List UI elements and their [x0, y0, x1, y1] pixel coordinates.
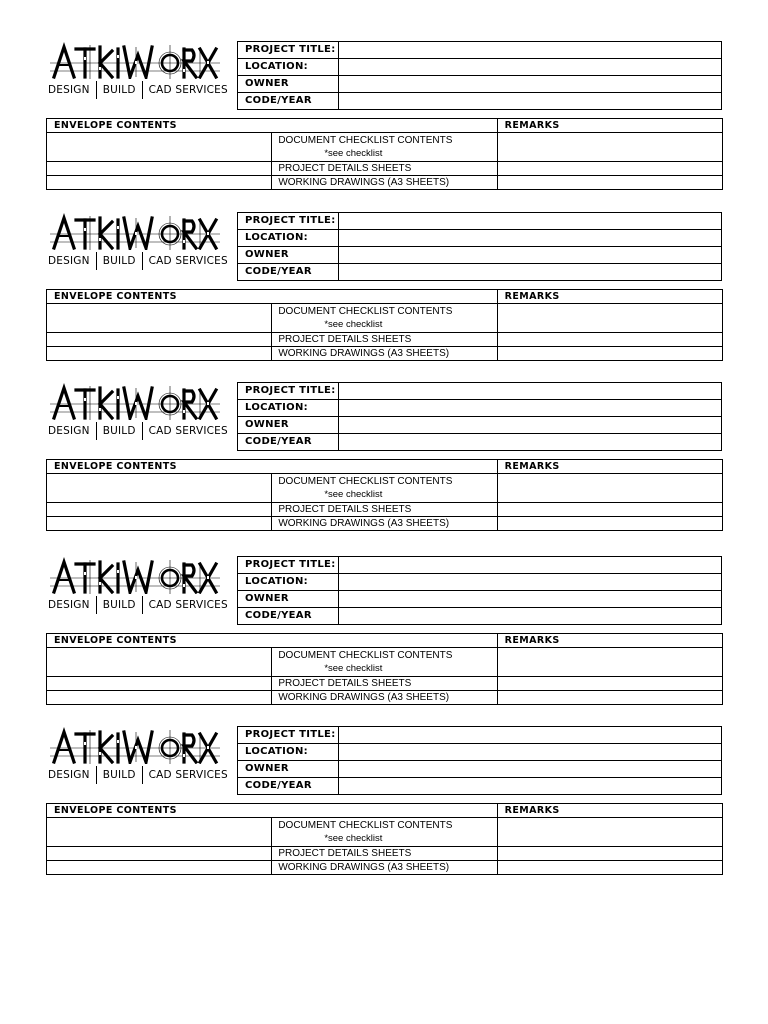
tagline-divider	[96, 766, 97, 784]
atkiworx-logo-icon	[50, 726, 220, 764]
remarks-field[interactable]	[497, 861, 722, 875]
project-title-row	[238, 557, 722, 574]
envelope-header-row	[47, 460, 723, 474]
item-label: DOCUMENT CHECKLIST CONTENTS	[278, 476, 453, 487]
tagline-divider	[96, 81, 97, 99]
label-block-1	[0, 41, 768, 201]
project-title-label: PROJECT TITLE:	[238, 42, 339, 59]
checkbox-cell[interactable]	[47, 176, 272, 190]
project-title-label: PROJECT TITLE:	[238, 557, 339, 574]
location-label: LOCATION:	[238, 574, 339, 591]
project-title-row	[238, 383, 722, 400]
code-year-row	[238, 778, 722, 795]
item-label: DOCUMENT CHECKLIST CONTENTS	[278, 135, 453, 146]
table-row	[47, 517, 723, 531]
item-note: *see checklist	[324, 319, 383, 330]
envelope-contents-table	[46, 459, 723, 531]
owner-field[interactable]	[339, 417, 722, 434]
checkbox-cell[interactable]	[47, 677, 272, 691]
tagline-design: DESIGN	[48, 84, 90, 96]
checkbox-cell[interactable]	[47, 304, 272, 333]
company-logo	[48, 726, 228, 788]
remarks-header: REMARKS	[497, 460, 722, 474]
remarks-field[interactable]	[497, 333, 722, 347]
remarks-field[interactable]	[497, 474, 722, 503]
tagline-divider	[96, 422, 97, 440]
envelope-item: WORKING DRAWINGS (A3 SHEETS)	[272, 691, 497, 705]
table-row	[47, 333, 723, 347]
table-row	[47, 474, 723, 503]
envelope-contents-table	[46, 633, 723, 705]
checkbox-cell[interactable]	[47, 517, 272, 531]
remarks-field[interactable]	[497, 517, 722, 531]
project-info-table	[237, 556, 722, 625]
remarks-field[interactable]	[497, 304, 722, 333]
location-field[interactable]	[339, 230, 722, 247]
envelope-item	[272, 648, 497, 677]
envelope-contents-header: ENVELOPE CONTENTS	[47, 290, 498, 304]
table-row	[47, 347, 723, 361]
owner-row	[238, 247, 722, 264]
envelope-item: PROJECT DETAILS SHEETS	[272, 333, 497, 347]
table-row	[47, 847, 723, 861]
tagline-design: DESIGN	[48, 769, 90, 781]
tagline-design: DESIGN	[48, 599, 90, 611]
owner-label: OWNER	[238, 591, 339, 608]
owner-field[interactable]	[339, 76, 722, 93]
atkiworx-logo-icon	[50, 212, 220, 250]
item-note: *see checklist	[324, 148, 383, 159]
envelope-header-row	[47, 290, 723, 304]
tagline-cad-services: CAD SERVICES	[148, 84, 228, 96]
table-row	[47, 176, 723, 190]
checkbox-cell[interactable]	[47, 861, 272, 875]
remarks-field[interactable]	[497, 847, 722, 861]
logo-tagline	[48, 766, 228, 784]
logo-tagline	[48, 252, 228, 270]
project-title-label: PROJECT TITLE:	[238, 727, 339, 744]
location-label: LOCATION:	[238, 230, 339, 247]
envelope-contents-header: ENVELOPE CONTENTS	[47, 634, 498, 648]
checkbox-cell[interactable]	[47, 162, 272, 176]
tagline-divider	[96, 252, 97, 270]
tagline-divider	[142, 596, 143, 614]
envelope-item	[272, 818, 497, 847]
table-row	[47, 304, 723, 333]
envelope-item	[272, 133, 497, 162]
checkbox-cell[interactable]	[47, 133, 272, 162]
envelope-item	[272, 474, 497, 503]
owner-field[interactable]	[339, 761, 722, 778]
code-year-label: CODE/YEAR	[238, 608, 339, 625]
atkiworx-logo-icon	[50, 41, 220, 79]
envelope-item: WORKING DRAWINGS (A3 SHEETS)	[272, 176, 497, 190]
project-info-table	[237, 382, 722, 451]
code-year-field[interactable]	[339, 93, 722, 110]
project-title-field[interactable]	[339, 42, 722, 59]
envelope-contents-table	[46, 289, 723, 361]
company-logo	[48, 382, 228, 444]
remarks-header: REMARKS	[497, 634, 722, 648]
tagline-divider	[96, 596, 97, 614]
tagline-cad-services: CAD SERVICES	[148, 599, 228, 611]
project-info-table	[237, 726, 722, 795]
atkiworx-logo-icon	[50, 556, 220, 594]
table-row	[47, 861, 723, 875]
tagline-divider	[142, 252, 143, 270]
table-row	[47, 162, 723, 176]
table-row	[47, 503, 723, 517]
code-year-field[interactable]	[339, 608, 722, 625]
remarks-header: REMARKS	[497, 804, 722, 818]
item-note: *see checklist	[324, 833, 383, 844]
remarks-field[interactable]	[497, 162, 722, 176]
checkbox-cell[interactable]	[47, 503, 272, 517]
checkbox-cell[interactable]	[47, 347, 272, 361]
company-logo	[48, 41, 228, 103]
tagline-cad-services: CAD SERVICES	[148, 255, 228, 267]
envelope-item	[272, 304, 497, 333]
envelope-item: WORKING DRAWINGS (A3 SHEETS)	[272, 517, 497, 531]
owner-field[interactable]	[339, 591, 722, 608]
location-field[interactable]	[339, 59, 722, 76]
label-block-2	[0, 212, 768, 372]
checkbox-cell[interactable]	[47, 818, 272, 847]
tagline-build: BUILD	[102, 255, 136, 267]
label-block-3	[0, 382, 768, 542]
code-year-label: CODE/YEAR	[238, 93, 339, 110]
tagline-build: BUILD	[102, 84, 136, 96]
location-row	[238, 400, 722, 417]
location-field[interactable]	[339, 400, 722, 417]
owner-row	[238, 76, 722, 93]
project-title-field[interactable]	[339, 727, 722, 744]
tagline-design: DESIGN	[48, 255, 90, 267]
remarks-field[interactable]	[497, 677, 722, 691]
tagline-divider	[142, 766, 143, 784]
table-row	[47, 648, 723, 677]
item-note: *see checklist	[324, 663, 383, 674]
envelope-contents-header: ENVELOPE CONTENTS	[47, 804, 498, 818]
owner-label: OWNER	[238, 76, 339, 93]
item-label: DOCUMENT CHECKLIST CONTENTS	[278, 820, 453, 831]
checkbox-cell[interactable]	[47, 474, 272, 503]
table-row	[47, 677, 723, 691]
owner-field[interactable]	[339, 247, 722, 264]
table-row	[47, 691, 723, 705]
table-row	[47, 133, 723, 162]
remarks-field[interactable]	[497, 133, 722, 162]
company-logo	[48, 556, 228, 618]
checkbox-cell[interactable]	[47, 847, 272, 861]
project-info-table	[237, 212, 722, 281]
project-title-field[interactable]	[339, 213, 722, 230]
project-title-field[interactable]	[339, 383, 722, 400]
envelope-contents-table	[46, 803, 723, 875]
remarks-field[interactable]	[497, 691, 722, 705]
table-row	[47, 818, 723, 847]
item-label: DOCUMENT CHECKLIST CONTENTS	[278, 650, 453, 661]
owner-row	[238, 761, 722, 778]
tagline-build: BUILD	[102, 599, 136, 611]
checkbox-cell[interactable]	[47, 333, 272, 347]
project-title-label: PROJECT TITLE:	[238, 383, 339, 400]
location-label: LOCATION:	[238, 59, 339, 76]
code-year-row	[238, 434, 722, 451]
checkbox-cell[interactable]	[47, 648, 272, 677]
label-block-5	[0, 726, 768, 886]
envelope-header-row	[47, 804, 723, 818]
envelope-contents-header: ENVELOPE CONTENTS	[47, 119, 498, 133]
remarks-header: REMARKS	[497, 290, 722, 304]
owner-row	[238, 591, 722, 608]
owner-row	[238, 417, 722, 434]
envelope-item: WORKING DRAWINGS (A3 SHEETS)	[272, 347, 497, 361]
label-block-4	[0, 556, 768, 716]
envelope-item: PROJECT DETAILS SHEETS	[272, 162, 497, 176]
company-logo	[48, 212, 228, 274]
project-title-row	[238, 42, 722, 59]
remarks-field[interactable]	[497, 648, 722, 677]
code-year-label: CODE/YEAR	[238, 264, 339, 281]
location-row	[238, 574, 722, 591]
remarks-field[interactable]	[497, 818, 722, 847]
envelope-item: PROJECT DETAILS SHEETS	[272, 503, 497, 517]
location-row	[238, 744, 722, 761]
location-field[interactable]	[339, 574, 722, 591]
envelope-contents-header: ENVELOPE CONTENTS	[47, 460, 498, 474]
atkiworx-logo-icon	[50, 382, 220, 420]
location-label: LOCATION:	[238, 400, 339, 417]
remarks-field[interactable]	[497, 176, 722, 190]
location-row	[238, 230, 722, 247]
code-year-label: CODE/YEAR	[238, 434, 339, 451]
project-title-row	[238, 213, 722, 230]
item-note: *see checklist	[324, 489, 383, 500]
remarks-field[interactable]	[497, 503, 722, 517]
tagline-divider	[142, 422, 143, 440]
tagline-build: BUILD	[102, 425, 136, 437]
code-year-field[interactable]	[339, 264, 722, 281]
envelope-item: PROJECT DETAILS SHEETS	[272, 677, 497, 691]
project-title-field[interactable]	[339, 557, 722, 574]
owner-label: OWNER	[238, 247, 339, 264]
tagline-build: BUILD	[102, 769, 136, 781]
code-year-field[interactable]	[339, 434, 722, 451]
code-year-row	[238, 264, 722, 281]
envelope-contents-table	[46, 118, 723, 190]
tagline-divider	[142, 81, 143, 99]
project-title-row	[238, 727, 722, 744]
envelope-item: PROJECT DETAILS SHEETS	[272, 847, 497, 861]
envelope-item: WORKING DRAWINGS (A3 SHEETS)	[272, 861, 497, 875]
code-year-row	[238, 93, 722, 110]
logo-tagline	[48, 596, 228, 614]
code-year-field[interactable]	[339, 778, 722, 795]
envelope-header-row	[47, 634, 723, 648]
location-field[interactable]	[339, 744, 722, 761]
logo-tagline	[48, 422, 228, 440]
remarks-header: REMARKS	[497, 119, 722, 133]
tagline-cad-services: CAD SERVICES	[148, 769, 228, 781]
logo-tagline	[48, 81, 228, 99]
owner-label: OWNER	[238, 417, 339, 434]
tagline-design: DESIGN	[48, 425, 90, 437]
owner-label: OWNER	[238, 761, 339, 778]
location-label: LOCATION:	[238, 744, 339, 761]
remarks-field[interactable]	[497, 347, 722, 361]
checkbox-cell[interactable]	[47, 691, 272, 705]
project-title-label: PROJECT TITLE:	[238, 213, 339, 230]
code-year-label: CODE/YEAR	[238, 778, 339, 795]
item-label: DOCUMENT CHECKLIST CONTENTS	[278, 306, 453, 317]
envelope-header-row	[47, 119, 723, 133]
location-row	[238, 59, 722, 76]
code-year-row	[238, 608, 722, 625]
project-info-table	[237, 41, 722, 110]
tagline-cad-services: CAD SERVICES	[148, 425, 228, 437]
